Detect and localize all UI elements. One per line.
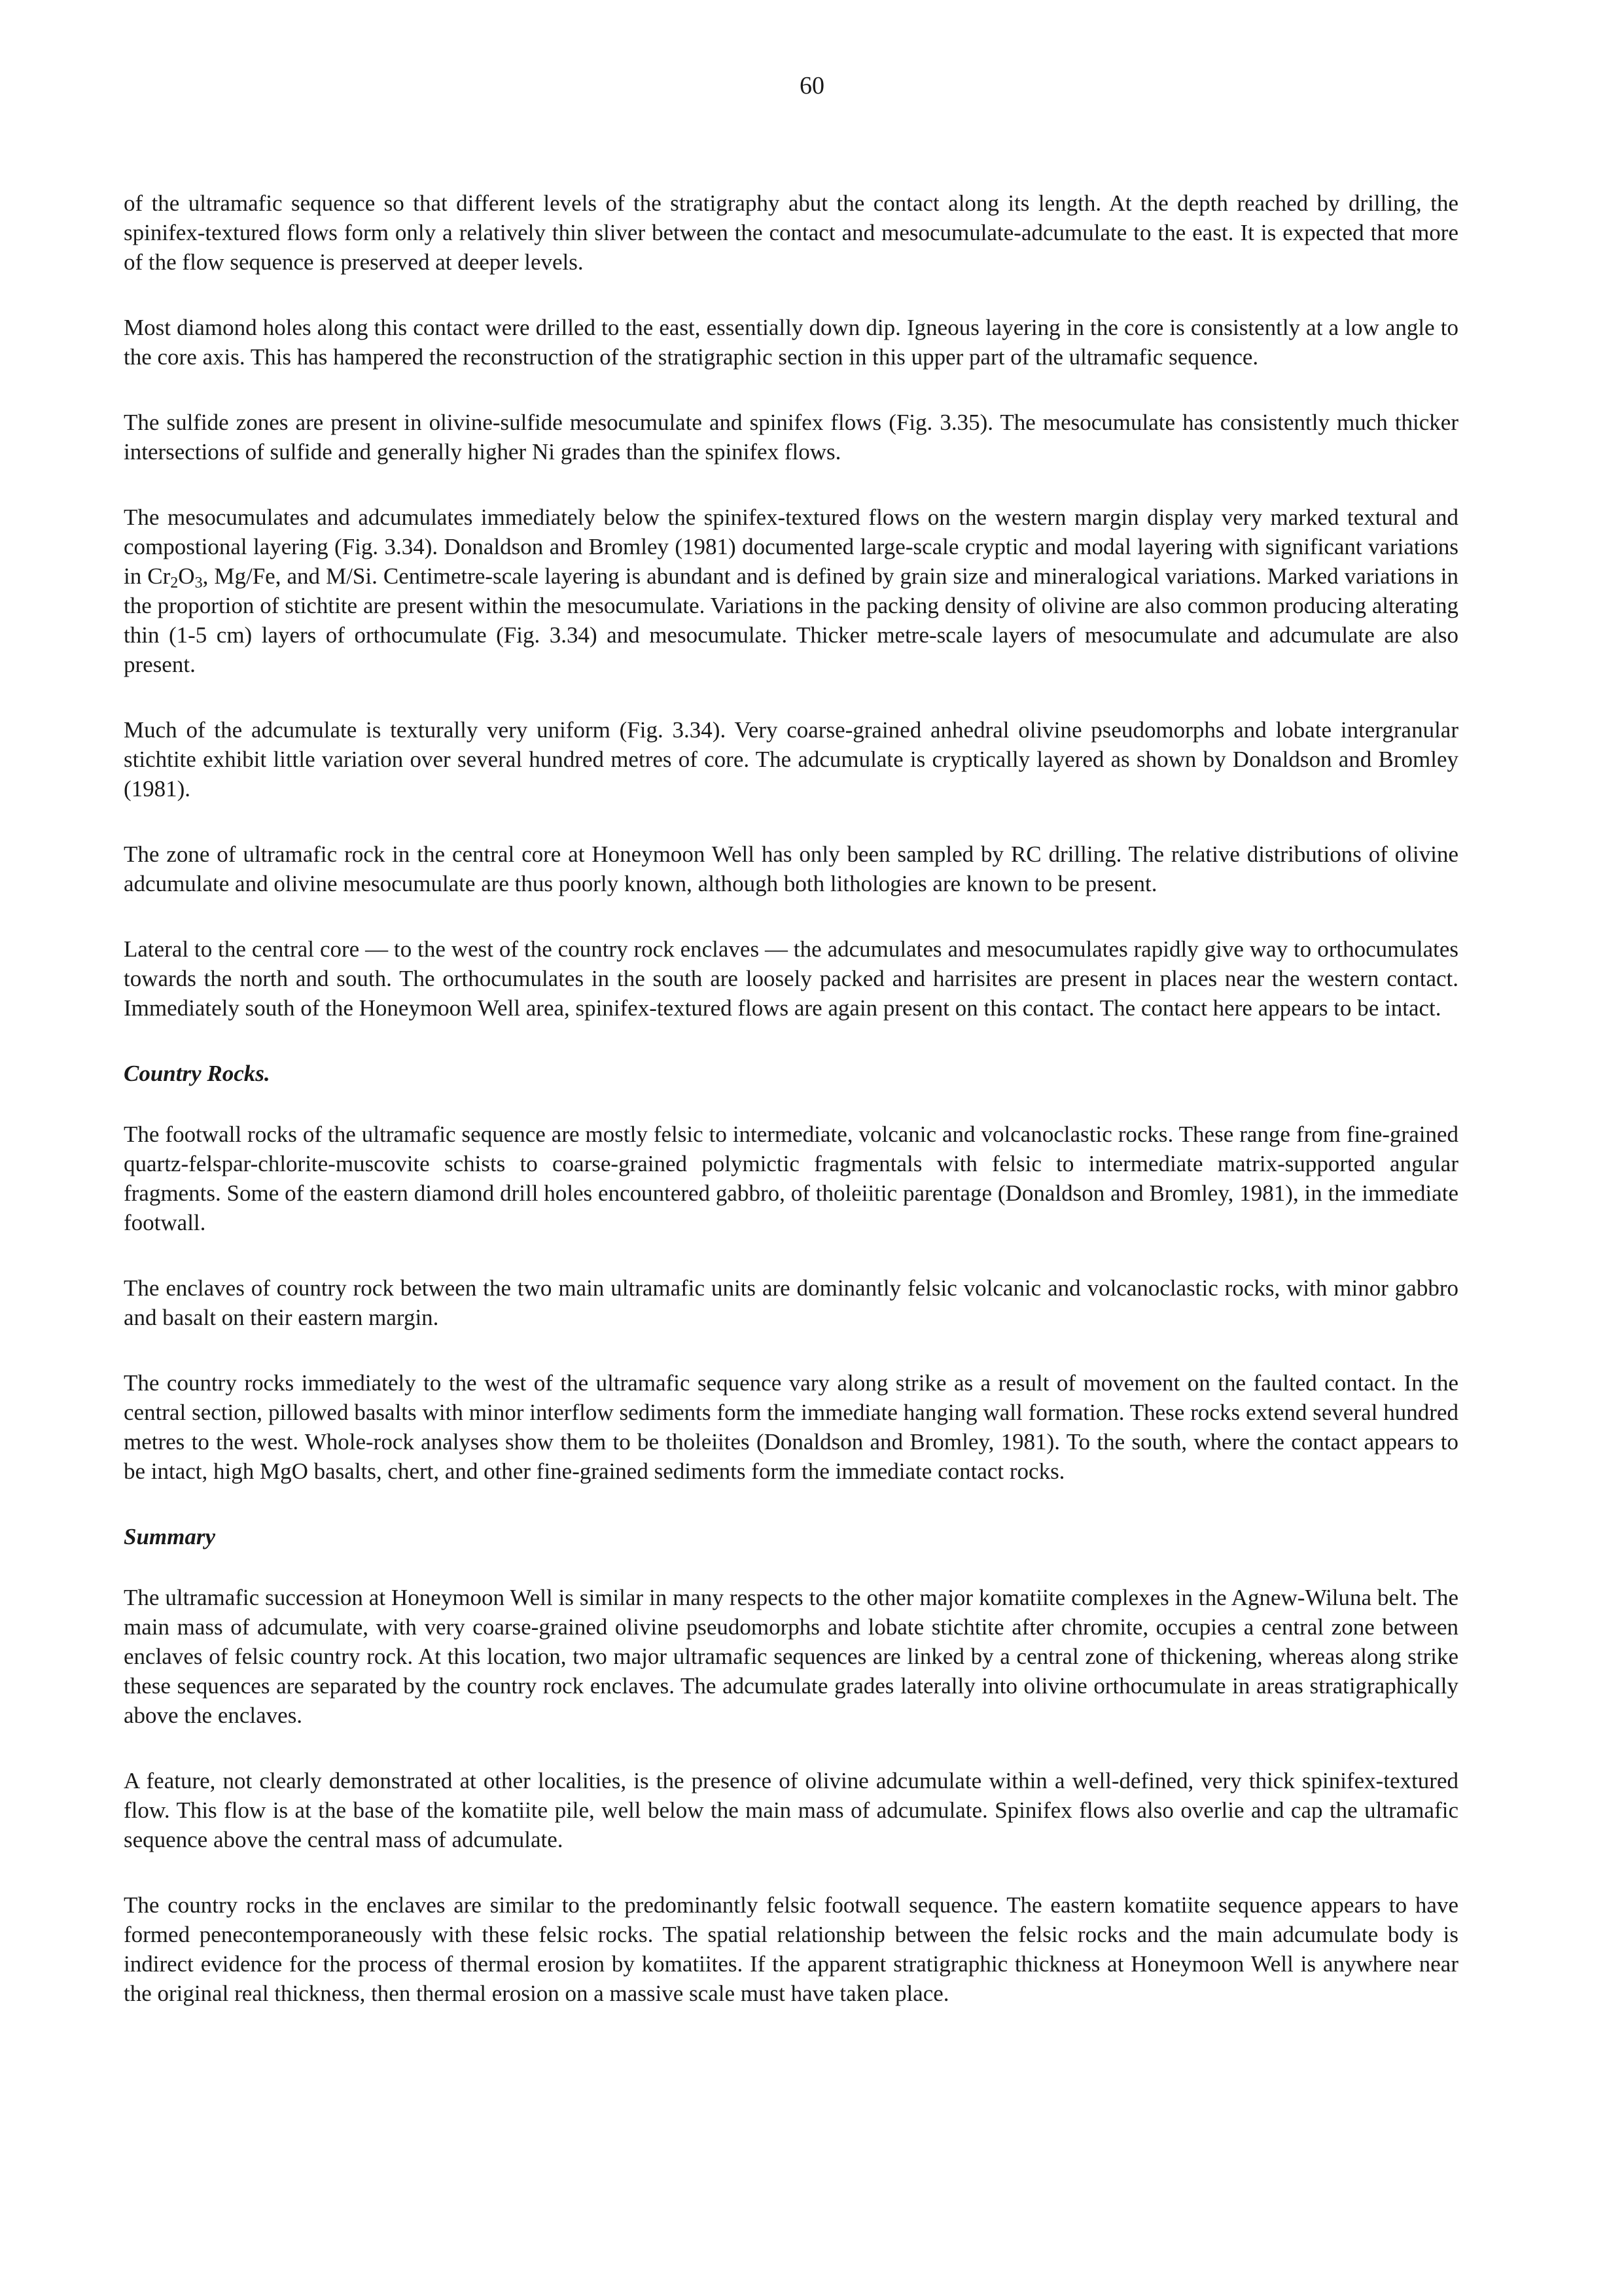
body-paragraph: The sulfide zones are present in olivine-sulfide mesocumulate and spinifex flows (Fig. 3.35). The mesocumulate has consistently much thicker intersections of sulfide and generally higher Ni grades than the spinifex flows. xyxy=(124,410,1458,465)
body-paragraph: Much of the adcumulate is texturally very uniform (Fig. 3.34). Very coarse-grained anhedral olivine pseudomorphs and lobate intergranular stichtite exhibit little variation over several hundred metres of core. The adcumulate is cryptically layered as shown by Donaldson and Bromley (1981). xyxy=(124,717,1458,802)
body-paragraph: Lateral to the central core — to the west of the country rock enclaves — the adcumulates and mesocumulates rapidly give way to orthocumulates towards the north and south. The orthocumulates in the south are loosely packed and harrisites are present in places near the western contact. Immediately south of the Honeymoon Well area, spinifex-textured flows are again present on this contact. The contact here appears to be intact. xyxy=(124,936,1458,1021)
body-paragraph: The footwall rocks of the ultramafic sequence are mostly felsic to intermediate, volcanic and volcanoclastic rocks. These range from fine-grained quartz-felspar-chlorite-muscovite schists to coarse-grained polymictic fragmentals with felsic to intermediate matrix-supported angular fragments. Some of the eastern diamond drill holes encountered gabbro, of tholeiitic parentage (Donaldson and Bromley, 1981), in the immediate footwall. xyxy=(124,1122,1458,1235)
body-paragraph: The country rocks in the enclaves are similar to the predominantly felsic footwall sequence. The eastern komatiite sequence appears to have formed penecontemporaneously with these felsic rocks. The spatial relationship between the felsic rocks and the main adcumulate body is indirect evidence for the process of thermal erosion by komatiites. If the apparent stratigraphic thickness at Honeymoon Well is anywhere near the original real thickness, then thermal erosion on a massive scale must have taken place. xyxy=(124,1892,1458,2006)
subscript: 2 xyxy=(170,574,179,592)
body-paragraph: The ultramafic succession at Honeymoon Well is similar in many respects to the other major komatiite complexes in the Agnew-Wiluna belt. The main mass of adcumulate, with very coarse-grained olivine pseudomorphs and lobate stichtite after chromite, occupies a central zone between enclaves of felsic country rock. At this location, two major ultramafic sequences are linked by a central zone of thickening, whereas along strike these sequences are separated by the country rock enclaves. The adcumulate grades laterally into olivine orthocumulate in areas stratigraphically above the enclaves. xyxy=(124,1585,1458,1728)
text-run: , Mg/Fe, and M/Si. Centimetre-scale layering is abundant and is defined by grain size and mineralogical variations. Marked variations in the proportion of stichtite are present within the mesocumulate. Variations in the packing density of olivine are also common producing alterating thin (1-5 cm) layers of orthocumulate (Fig. 3.34) and mesocumulate. Thicker metre-scale layers of mesocumulate and adcumulate are also present. xyxy=(124,563,1458,677)
subscript: 3 xyxy=(194,574,203,592)
section-heading-country-rocks: Country Rocks. xyxy=(124,1061,270,1086)
body-paragraph: The country rocks immediately to the west of the ultramafic sequence vary along strike as a result of movement on the faulted contact. In the central section, pillowed basalts with minor interflow sediments form the immediate hanging wall formation. These rocks extend several hundred metres to the west. Whole-rock analyses show them to be tholeiites (Donaldson and Bromley, 1981). To the south, where the contact appears to be intact, high MgO basalts, chert, and other fine-grained sediments form the immediate contact rocks. xyxy=(124,1370,1458,1484)
text-run: The mesocumulates and adcumulates immediately below the spinifex-textured flows on the western margin display very marked textural and compostional layering (Fig. 3.34). Donaldson and Bromley (1981) documented large-scale cryptic and modal layering with significant variations in Cr xyxy=(124,504,1458,589)
body-paragraph: The enclaves of country rock between the two main ultramafic units are dominantly felsic volcanic and volcanoclastic rocks, with minor gabbro and basalt on their eastern margin. xyxy=(124,1275,1458,1330)
page-number: 60 xyxy=(800,72,824,99)
body-paragraph-layering xyxy=(124,503,1458,679)
body-paragraph: of the ultramafic sequence so that different levels of the stratigraphy abut the contact along its length. At the depth reached by drilling, the spinifex-textured flows form only a relatively thin sliver between the contact and mesocumulate-adcumulate to the east. It is expected that more of the flow sequence is preserved at deeper levels. xyxy=(124,190,1458,275)
body-paragraph: A feature, not clearly demonstrated at other localities, is the presence of olivine adcumulate within a well-defined, very thick spinifex-textured flow. This flow is at the base of the komatiite pile, well below the main mass of adcumulate. Spinifex flows also overlie and cap the ultramafic sequence above the central mass of adcumulate. xyxy=(124,1768,1458,1852)
section-heading-summary: Summary xyxy=(124,1524,216,1549)
body-paragraph: Most diamond holes along this contact were drilled to the east, essentially down dip. Igneous layering in the core is consistently at a low angle to the core axis. This has hampered the reconstruction of the stratigraphic section in this upper part of the ultramafic sequence. xyxy=(124,315,1458,370)
page-body xyxy=(124,188,1458,2044)
text-run: O xyxy=(178,563,195,589)
body-paragraph: The zone of ultramafic rock in the central core at Honeymoon Well has only been sampled by RC drilling. The relative distributions of olivine adcumulate and olivine mesocumulate are thus poorly known, although both lithologies are known to be present. xyxy=(124,841,1458,896)
